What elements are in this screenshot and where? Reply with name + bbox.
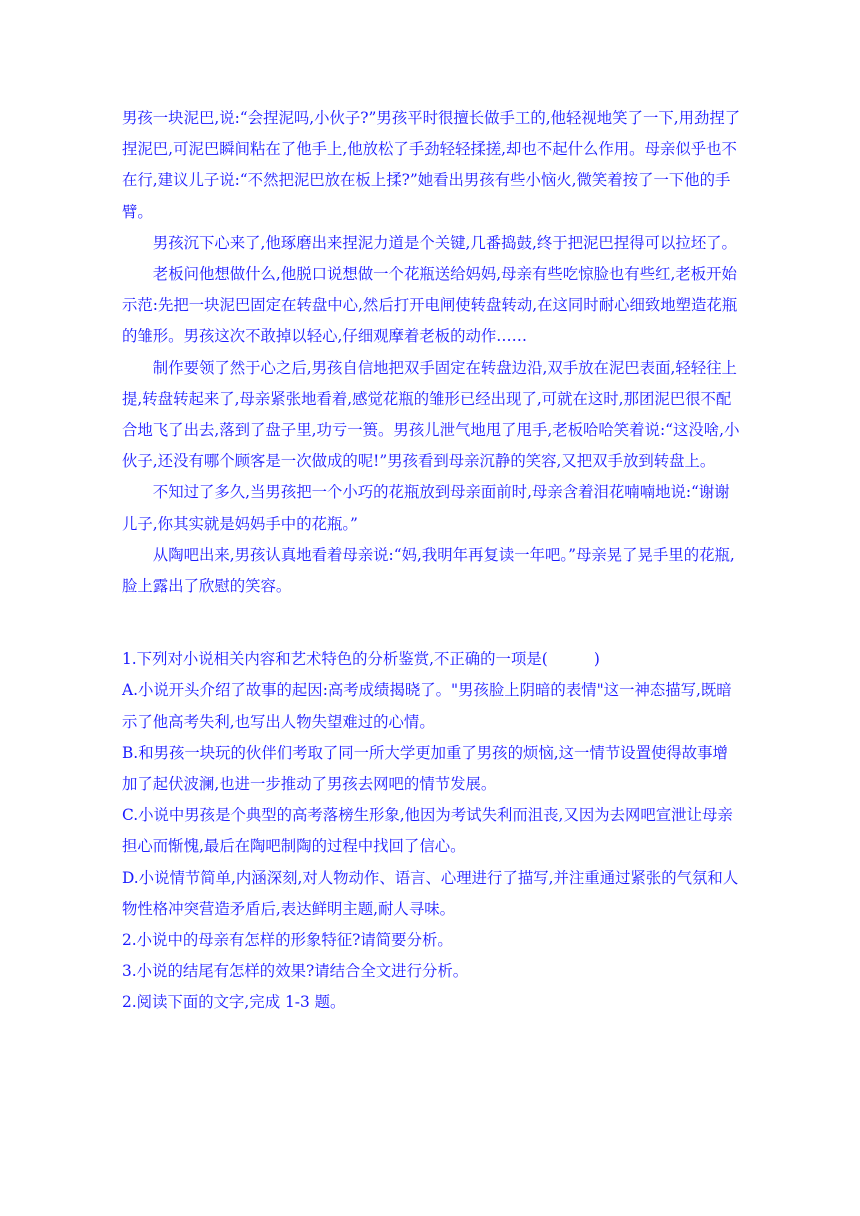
option-c: C.小说中男孩是个典型的高考落榜生形象,他因为考试失利而沮丧,又因为去网吧宣泄让母亲担心而惭愧,最后在陶吧制陶的过程中找回了信心。 — [122, 806, 733, 856]
option-a: A.小说开头介绍了故事的起因:高考成绩揭晓了。"男孩脸上阴暗的表情"这一神态描写,既暗示了他高考失利,也写出人物失望难过的心情。 — [122, 681, 732, 731]
question-2: 2.小说中的母亲有怎样的形象特征?请简要分析。 — [122, 931, 453, 950]
story-paragraph: 男孩一块泥巴,说:“会捏泥吗,小伙子?”男孩平时很擅长做手工的,他轻视地笑了一下,用劲捏了捏泥巴,可泥巴瞬间粘在了他手上,他放松了手劲轻轻揉搓,却也不起什么作用。母亲似乎也不在行,建议儿子说:“不然把泥巴放在板上揉?”她看出男孩有些小恼火,微笑着按了一下他的手臂。 — [122, 109, 741, 221]
story-paragraph: 制作要领了然于心之后,男孩自信地把双手固定在转盘边沿,双手放在泥巴表面,轻轻往上提,转盘转起来了,母亲紧张地看着,感觉花瓶的雏形已经出现了,可就在这时,那团泥巴很不配合地飞了出去,落到了盘子里,功亏一篑。男孩儿泄气地甩了甩手,老板哈哈笑着说:“这没啥,小伙子,还没有哪个顾客是一次做成的呢!”男孩看到母亲沉静的笑容,又把双手放到转盘上。 — [122, 358, 740, 471]
next-section-heading: 2.阅读下面的文字,完成 1-3 题。 — [122, 993, 346, 1012]
story-paragraph: 从陶吧出来,男孩认真地看着母亲说:“妈,我明年再复读一年吧。”母亲晃了晃手里的花瓶,脸上露出了欣慰的笑容。 — [122, 545, 735, 596]
option-b: B.和男孩一块玩的伙伴们考取了同一所大学更加重了男孩的烦恼,这一情节设置使得故事增加了起伏波澜,也进一步推动了男孩去网吧的情节发展。 — [122, 743, 728, 794]
option-d: D.小说情节简单,内涵深刻,对人物动作、语言、心理进行了描写,并注重通过紧张的气氛和人物性格冲突营造矛盾后,表达鲜明主题,耐人寻味。 — [122, 868, 739, 918]
story-paragraph: 老板问他想做什么,他脱口说想做一个花瓶送给妈妈,母亲有些吃惊脸也有些红,老板开始示范:先把一块泥巴固定在转盘中心,然后打开电闸使转盘转动,在这同时耐心细致地塑造花瓶的雏形。男孩这次不敢掉以轻心,仔细观摩着老板的动作…… — [122, 265, 738, 346]
story-paragraph: 不知过了多久,当男孩把一个小巧的花瓶放到母亲面前时,母亲含着泪花喃喃地说:“谢谢儿子,你其实就是妈妈手中的花瓶。” — [122, 483, 730, 533]
question-3: 3.小说的结尾有怎样的效果?请结合全文进行分析。 — [122, 962, 469, 981]
section-spacer — [122, 602, 742, 644]
story-paragraph: 男孩沉下心来了,他琢磨出来捏泥力道是个关键,几番捣鼓,终于把泥巴捏得可以拉坯了。 — [152, 233, 737, 252]
question-1: 1.下列对小说相关内容和艺术特色的分析鉴赏,不正确的一项是( ) — [122, 650, 600, 669]
document-body — [122, 103, 742, 1019]
